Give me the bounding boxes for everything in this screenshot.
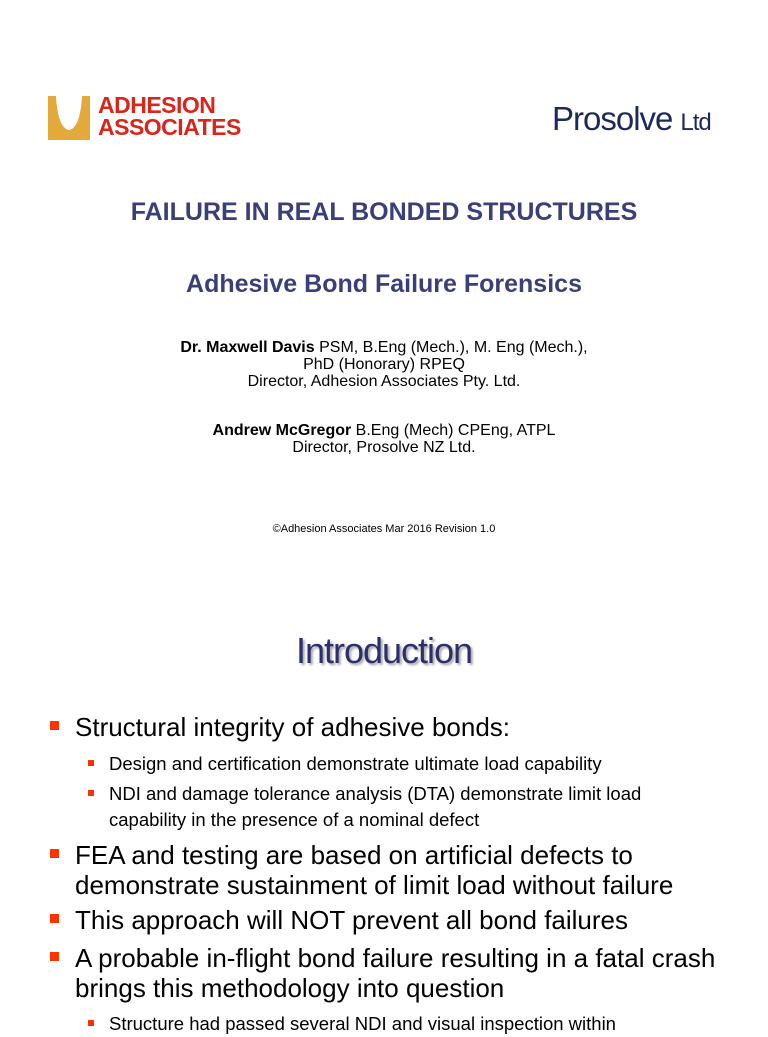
bullet-square-icon <box>50 914 59 923</box>
author-1-role: Director, Adhesion Associates Pty. Ltd. <box>247 373 521 390</box>
sub-bullet-text: Structure had passed several NDI and visual inspection within <box>109 1013 616 1034</box>
bullet-square-icon <box>50 849 59 858</box>
author-1 <box>0 339 768 390</box>
author-2 <box>0 422 768 456</box>
prosolve-logo-text <box>552 100 711 138</box>
slide-title: FAILURE IN REAL BONDED STRUCTURES <box>130 198 638 226</box>
author-1-credentials: PSM, B.Eng (Mech.), M. Eng (Mech.), <box>314 339 588 356</box>
adhesion-logo-line1: ADHESION <box>98 92 216 118</box>
prosolve-logo <box>552 96 742 146</box>
copyright-notice: ©Adhesion Associates Mar 2016 Revision 1.0 <box>272 523 496 535</box>
adhesion-associates-logo <box>46 94 276 144</box>
bullet-square-icon <box>50 952 59 961</box>
prosolve-suffix: Ltd <box>680 109 711 136</box>
prosolve-name: Prosolve <box>552 100 673 137</box>
bullet-text: Structural integrity of adhesive bonds: <box>75 712 511 742</box>
sub-bullet-square-icon <box>88 760 94 766</box>
author-2-name: Andrew McGregor <box>212 422 352 439</box>
author-2-credentials: B.Eng (Mech) CPEng, ATPL <box>351 422 556 439</box>
intro-title: Introduction <box>295 630 473 671</box>
author-2-role: Director, Prosolve NZ Ltd. <box>292 439 476 456</box>
adhesion-logo-text <box>98 94 241 138</box>
sub-bullet-square-icon <box>88 1020 94 1026</box>
author-1-credentials-2: PhD (Honorary) RPEQ <box>303 356 465 373</box>
sub-bullet-text: NDI and damage tolerance analysis (DTA) demonstrate limit load capability in the presence of a nominal defect <box>109 783 642 830</box>
bullet-text: A probable in-flight bond failure resulting in a fatal crash brings this methodology into question <box>75 943 716 1003</box>
adhesion-logo-line2: ASSOCIATES <box>98 114 241 140</box>
sub-bullet-square-icon <box>88 790 94 796</box>
author-1-name: Dr. Maxwell Davis <box>180 339 315 356</box>
slide-subtitle: Adhesive Bond Failure Forensics <box>186 270 582 298</box>
bullet-text: FEA and testing are based on artificial defects to demonstrate sustainment of limit load without failure <box>75 840 674 900</box>
adhesion-u-icon <box>46 96 92 140</box>
introduction-slide <box>0 600 768 1034</box>
sub-bullet-text: Design and certification demonstrate ultimate load capability <box>109 753 602 774</box>
bullet-text: This approach will NOT prevent all bond failures <box>75 905 629 935</box>
bullet-square-icon <box>50 721 59 730</box>
